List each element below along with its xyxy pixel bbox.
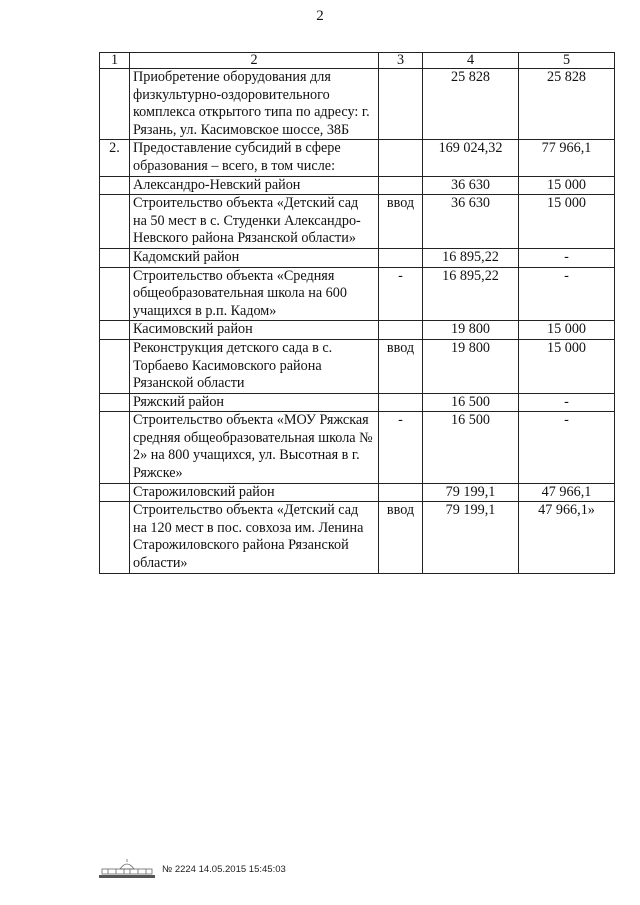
row-number bbox=[100, 267, 130, 321]
building-seal-icon bbox=[98, 858, 156, 880]
row-number bbox=[100, 321, 130, 340]
row-value-4: 36 630 bbox=[423, 195, 519, 249]
column-header: 2 bbox=[130, 53, 379, 69]
row-number bbox=[100, 502, 130, 573]
row-description: Реконструкция детского сада в с. Торбаево Касимовского района Рязанской области bbox=[130, 339, 379, 393]
row-value-5: 47 966,1 bbox=[519, 483, 615, 502]
row-number bbox=[100, 412, 130, 483]
table-row bbox=[100, 69, 615, 140]
row-value-5: - bbox=[519, 267, 615, 321]
row-description: Строительство объекта «Детский сад на 120 мест в пос. совхоза им. Ленина Старожиловского района Рязанской области» bbox=[130, 502, 379, 573]
row-description: Предоставление субсидий в сфере образования – всего, в том числе: bbox=[130, 140, 379, 176]
row-type bbox=[379, 393, 423, 412]
row-value-5: 15 000 bbox=[519, 339, 615, 393]
row-description: Строительство объекта «Средняя общеобразовательная школа на 600 учащихся в р.п. Кадом» bbox=[130, 267, 379, 321]
row-value-5: - bbox=[519, 393, 615, 412]
row-description: Кадомский район bbox=[130, 248, 379, 267]
table-row bbox=[100, 140, 615, 176]
row-value-5: 15 000 bbox=[519, 176, 615, 195]
row-value-5: 77 966,1 bbox=[519, 140, 615, 176]
row-value-5: 47 966,1» bbox=[519, 502, 615, 573]
column-header: 1 bbox=[100, 53, 130, 69]
row-description: Касимовский район bbox=[130, 321, 379, 340]
row-value-4: 16 895,22 bbox=[423, 267, 519, 321]
budget-table bbox=[99, 52, 615, 574]
row-type bbox=[379, 176, 423, 195]
table-row bbox=[100, 412, 615, 483]
row-value-4: 19 800 bbox=[423, 339, 519, 393]
row-value-5: 25 828 bbox=[519, 69, 615, 140]
table-row bbox=[100, 483, 615, 502]
row-value-4: 16 500 bbox=[423, 393, 519, 412]
row-value-4: 16 500 bbox=[423, 412, 519, 483]
row-type bbox=[379, 483, 423, 502]
table-row bbox=[100, 176, 615, 195]
row-value-4: 79 199,1 bbox=[423, 502, 519, 573]
row-number bbox=[100, 393, 130, 412]
table-row bbox=[100, 502, 615, 573]
row-value-5: - bbox=[519, 412, 615, 483]
row-value-5: 15 000 bbox=[519, 321, 615, 340]
table-row bbox=[100, 321, 615, 340]
row-description: Строительство объекта «Детский сад на 50 мест в с. Студенки Александро-Невского района Рязанской области» bbox=[130, 195, 379, 249]
row-description: Приобретение оборудования для физкультурно-оздоровительного комплекса открытого типа по адресу: г. Рязань, ул. Касимовское шоссе, 38Б bbox=[130, 69, 379, 140]
row-number bbox=[100, 248, 130, 267]
row-type bbox=[379, 321, 423, 340]
table-row bbox=[100, 195, 615, 249]
column-header: 5 bbox=[519, 53, 615, 69]
row-description: Александро-Невский район bbox=[130, 176, 379, 195]
table-header-row bbox=[100, 53, 615, 69]
stamp-text: № 2224 14.05.2015 15:45:03 bbox=[162, 863, 286, 875]
row-value-4: 16 895,22 bbox=[423, 248, 519, 267]
row-description: Строительство объекта «МОУ Ряжская средняя общеобразовательная школа № 2» на 800 учащихся, ул. Высотная в г. Ряжске» bbox=[130, 412, 379, 483]
row-type: ввод bbox=[379, 339, 423, 393]
row-value-5: 15 000 bbox=[519, 195, 615, 249]
row-value-4: 79 199,1 bbox=[423, 483, 519, 502]
row-value-4: 169 024,32 bbox=[423, 140, 519, 176]
row-number bbox=[100, 195, 130, 249]
row-value-4: 36 630 bbox=[423, 176, 519, 195]
row-number bbox=[100, 176, 130, 195]
row-number bbox=[100, 339, 130, 393]
row-description: Ряжский район bbox=[130, 393, 379, 412]
row-type bbox=[379, 140, 423, 176]
row-type: - bbox=[379, 267, 423, 321]
row-description: Старожиловский район bbox=[130, 483, 379, 502]
document-stamp bbox=[98, 858, 286, 880]
row-value-4: 19 800 bbox=[423, 321, 519, 340]
row-type: ввод bbox=[379, 502, 423, 573]
table-row bbox=[100, 393, 615, 412]
page-number: 2 bbox=[316, 8, 324, 24]
column-header: 3 bbox=[379, 53, 423, 69]
row-type: - bbox=[379, 412, 423, 483]
column-header: 4 bbox=[423, 53, 519, 69]
row-number: 2. bbox=[100, 140, 130, 176]
table-row bbox=[100, 248, 615, 267]
table-row bbox=[100, 267, 615, 321]
row-value-4: 25 828 bbox=[423, 69, 519, 140]
row-value-5: - bbox=[519, 248, 615, 267]
row-type: ввод bbox=[379, 195, 423, 249]
row-type bbox=[379, 248, 423, 267]
row-type bbox=[379, 69, 423, 140]
row-number bbox=[100, 69, 130, 140]
row-number bbox=[100, 483, 130, 502]
table-row bbox=[100, 339, 615, 393]
